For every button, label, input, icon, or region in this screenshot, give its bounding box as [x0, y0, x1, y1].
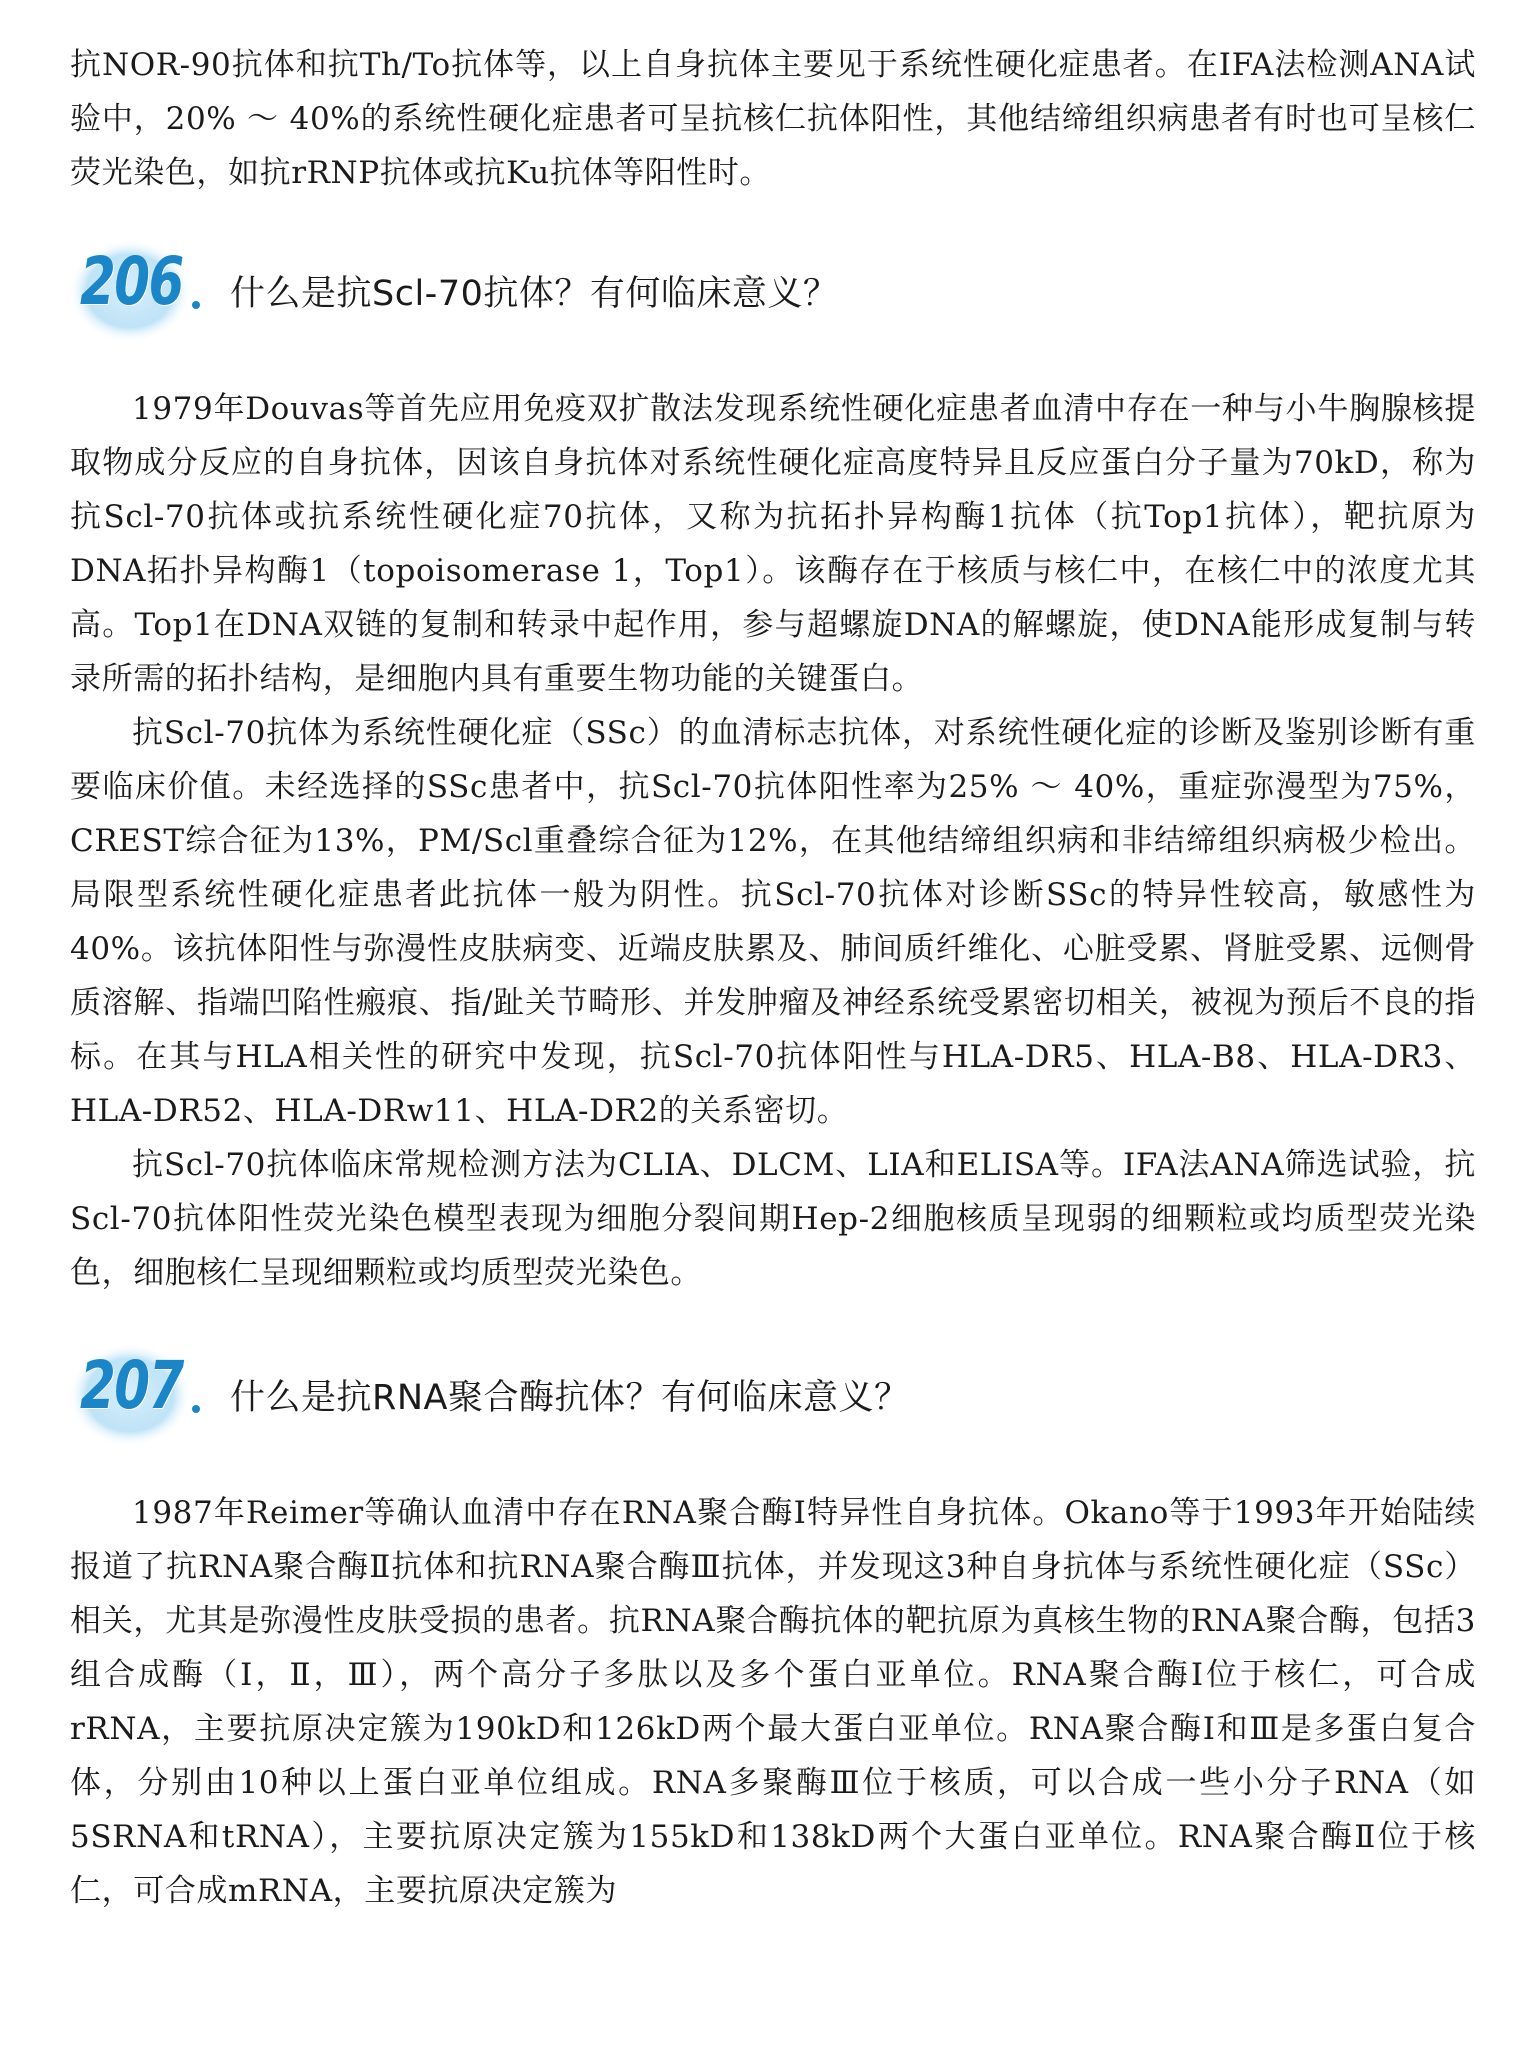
question-number-badge: [70, 1339, 210, 1451]
body-paragraph: 1979年Douvas等首先应用免疫双扩散法发现系统性硬化症患者血清中存在一种与小牛胸腺核提取物成分反应的自身抗体，因该自身抗体对系统性硬化症高度特异且反应蛋白分子量为70kD，称为抗Scl-70抗体或抗系统性硬化症70抗体，又称为抗拓扑异构酶1抗体（抗Top1抗体），靶抗原为DNA拓扑异构酶1（topoisomerase 1，Top1）。该酶存在于核质与核仁中，在核仁中的浓度尤其高。Top1在DNA双链的复制和转录中起作用，参与超螺旋DNA的解螺旋，使DNA能形成复制与转录所需的拓扑结构，是细胞内具有重要生物功能的关键蛋白。: [70, 391, 1476, 697]
question-number: 207: [80, 1347, 183, 1424]
body-paragraph: 1987年Reimer等确认血清中存在RNA聚合酶Ⅰ特异性自身抗体。Okano等于1993年开始陆续报道了抗RNA聚合酶Ⅱ抗体和抗RNA聚合酶Ⅲ抗体，并发现这3种自身抗体与系统性硬化症（SSc）相关，尤其是弥漫性皮肤受损的患者。抗RNA聚合酶抗体的靶抗原为真核生物的RNA聚合酶，包括3组合成酶（Ⅰ，Ⅱ，Ⅲ），两个高分子多肽以及多个蛋白亚单位。RNA聚合酶Ⅰ位于核仁，可合成rRNA，主要抗原决定簇为190kD和126kD两个最大蛋白亚单位。RNA聚合酶Ⅰ和Ⅲ是多蛋白复合体，分别由10种以上蛋白亚单位组成。RNA多聚酶Ⅲ位于核质，可以合成一些小分子RNA（如5SRNA和tRNA），主要抗原决定簇为155kD和138kD两个大蛋白亚单位。RNA聚合酶Ⅱ位于核仁，可合成mRNA，主要抗原决定簇为: [70, 1495, 1476, 1909]
body-paragraph: 抗Scl-70抗体临床常规检测方法为CLIA、DLCM、LIA和ELISA等。IFA法ANA筛选试验，抗Scl-70抗体阳性荧光染色模型表现为细胞分裂间期Hep-2细胞核质呈现弱的细颗粒或均质型荧光染色，细胞核仁呈现细颗粒或均质型荧光染色。: [70, 1147, 1476, 1291]
question-heading-207: [70, 1330, 1476, 1460]
question-title: 什么是抗RNA聚合酶抗体？有何临床意义？: [230, 1378, 910, 1418]
question-number-badge: [70, 235, 210, 347]
intro-paragraph: 抗NOR-90抗体和抗Th/To抗体等，以上自身抗体主要见于系统性硬化症患者。在IFA法检测ANA试验中，20% ～ 40%的系统性硬化症患者可呈抗核仁抗体阳性，其他结缔组织病患者有时也可呈核仁荧光染色，如抗rRNP抗体或抗Ku抗体等阳性时。: [70, 47, 1476, 191]
document-page: [70, 38, 1476, 1918]
question-title: 什么是抗Scl-70抗体？有何临床意义？: [230, 274, 839, 314]
body-paragraph: 抗Scl-70抗体为系统性硬化症（SSc）的血清标志抗体，对系统性硬化症的诊断及鉴别诊断有重要临床价值。未经选择的SSc患者中，抗Scl-70抗体阳性率为25% ～ 40%，重症弥漫型为75%，CREST综合征为13%，PM/Scl重叠综合征为12%，在其他结缔组织病和非结缔组织病极少检出。局限型系统性硬化症患者此抗体一般为阴性。抗Scl-70抗体对诊断SSc的特异性较高，敏感性为40%。该抗体阳性与弥漫性皮肤病变、近端皮肤累及、肺间质纤维化、心脏受累、肾脏受累、远侧骨质溶解、指端凹陷性瘢痕、指/趾关节畸形、并发肿瘤及神经系统受累密切相关，被视为预后不良的指标。在其与HLA相关性的研究中发现，抗Scl-70抗体阳性与HLA-DR5、HLA-B8、HLA-DR3、HLA-DR52、HLA-DRw11、HLA-DR2的关系密切。: [70, 715, 1476, 1129]
question-heading-206: [70, 226, 1476, 356]
question-number: 206: [80, 243, 183, 320]
